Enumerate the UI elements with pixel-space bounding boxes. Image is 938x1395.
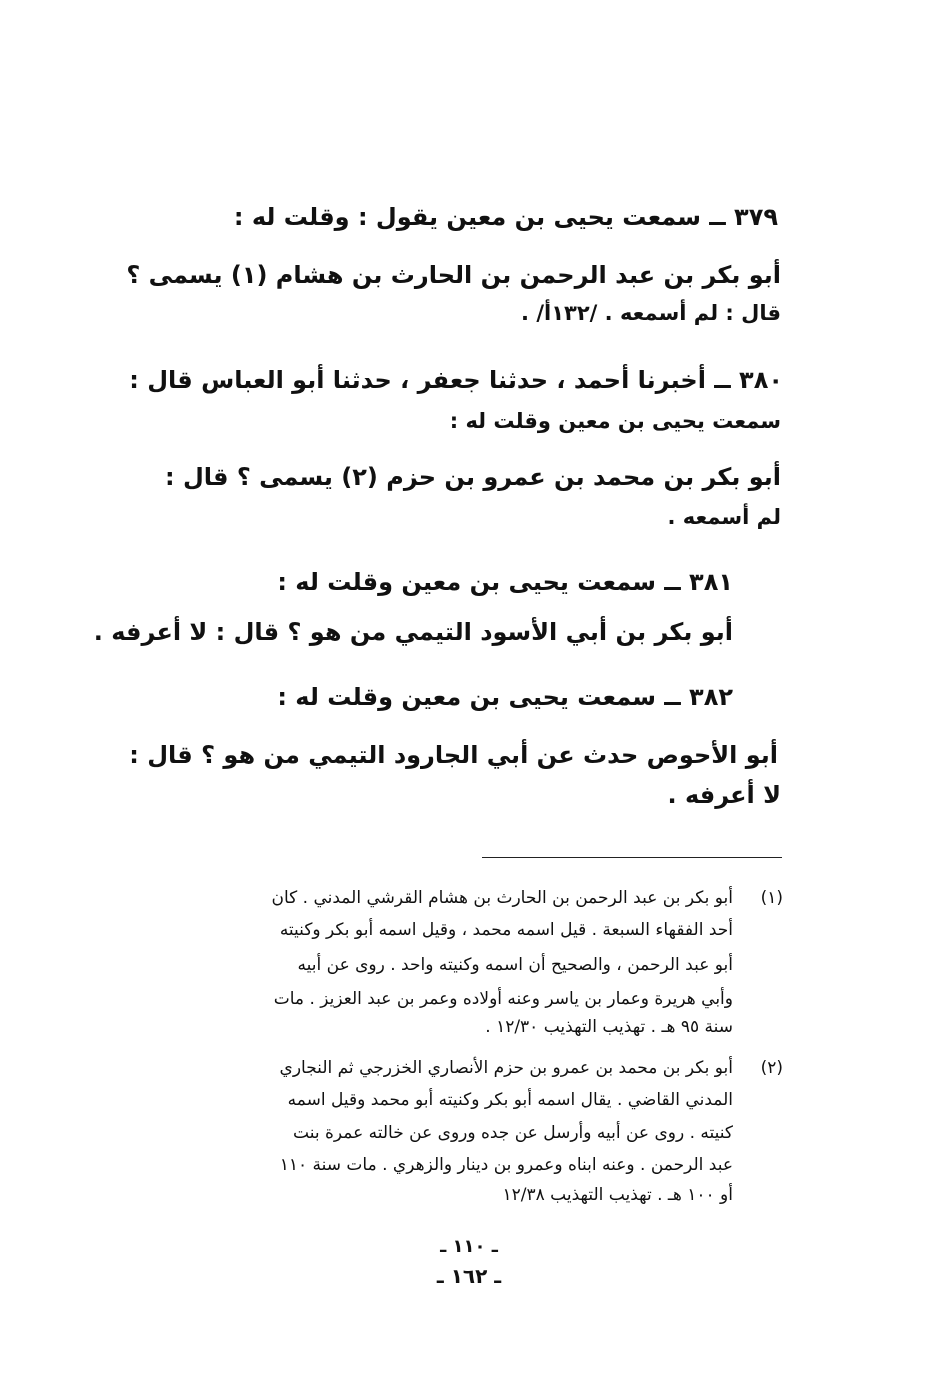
entry-380-question: أبو بكر بن محمد بن عمرو بن حزم (٢) يسمى ؟ قال :	[164, 463, 781, 491]
footnote-1-line: أبو بكر بن عبد الرحمن بن الحارث بن هشام القرشي المدني . كان	[271, 888, 733, 908]
entry-379-header: ٣٧٩ ــ سمعت يحيى بن معين يقول : وقلت له :	[233, 203, 778, 231]
footnote-2-line: أبو بكر بن محمد بن عمرو بن حزم الأنصاري الخزرجي ثم النجاري	[279, 1058, 733, 1078]
entry-380-header-cont: سمعت يحيى بن معين وقلت له :	[449, 409, 781, 433]
entry-382-question: أبو الأحوص حدث عن أبي الجارود التيمي من هو ؟ قال :	[129, 741, 778, 769]
footnote-2-marker: (٢)	[760, 1058, 783, 1078]
page-number: ـ ١٦٢ ـ	[436, 1264, 502, 1288]
footnote-2-line: كنيته . روى عن أبيه وأرسل عن جده وروى عن خالته عمرة بنت	[293, 1123, 733, 1143]
footnote-1-line: سنة ٩٥ هـ . تهذيب التهذيب ١٢/٣٠ .	[485, 1017, 733, 1037]
footnote-2-line: أو ١٠٠ هـ . تهذيب التهذيب ١٢/٣٨	[502, 1185, 733, 1205]
entry-380-header: ٣٨٠ ــ أخبرنا أحمد ، حدثنا جعفر ، حدثنا أبو العباس قال :	[129, 366, 783, 394]
footnote-1-line: أبو عبد الرحمن ، والصحيح أن اسمه وكنيته واحد . روى عن أبيه	[297, 955, 733, 975]
footnote-1-line: وأبي هريرة وعمار بن ياسر وعنه أولاده وعمر بن عبد العزيز . مات	[273, 989, 733, 1009]
entry-382-header: ٣٨٢ ــ سمعت يحيى بن معين وقلت له :	[277, 683, 733, 711]
entry-382-answer: لا أعرفه .	[667, 781, 781, 809]
footnote-1-line: أحد الفقهاء السبعة . قيل اسمه محمد ، وقيل اسمه أبو بكر وكنيته	[279, 920, 733, 940]
footnote-1-marker: (١)	[760, 888, 783, 908]
footnote-2-line: المدني القاضي . يقال اسمه أبو بكر وكنيته أبو محمد وقيل اسمه	[287, 1090, 733, 1110]
entry-380-answer: لم أسمعه .	[667, 505, 781, 529]
entry-381-question: أبو بكر بن أبي الأسود التيمي من هو ؟ قال : لا أعرفه .	[93, 618, 733, 646]
footnote-2-line: عبد الرحمن . وعنه ابناه وعمرو بن دينار والزهري . مات سنة ١١٠	[279, 1155, 733, 1175]
entry-379-question: أبو بكر بن عبد الرحمن بن الحارث بن هشام (١) يسمى ؟	[126, 261, 781, 289]
footnote-separator	[482, 857, 782, 858]
entry-379-answer: قال : لم أسمعه . /١٣٢أ/ .	[521, 301, 781, 325]
original-page-number: ـ ١١٠ ـ	[440, 1236, 498, 1257]
entry-381-header: ٣٨١ ــ سمعت يحيى بن معين وقلت له :	[277, 568, 733, 596]
